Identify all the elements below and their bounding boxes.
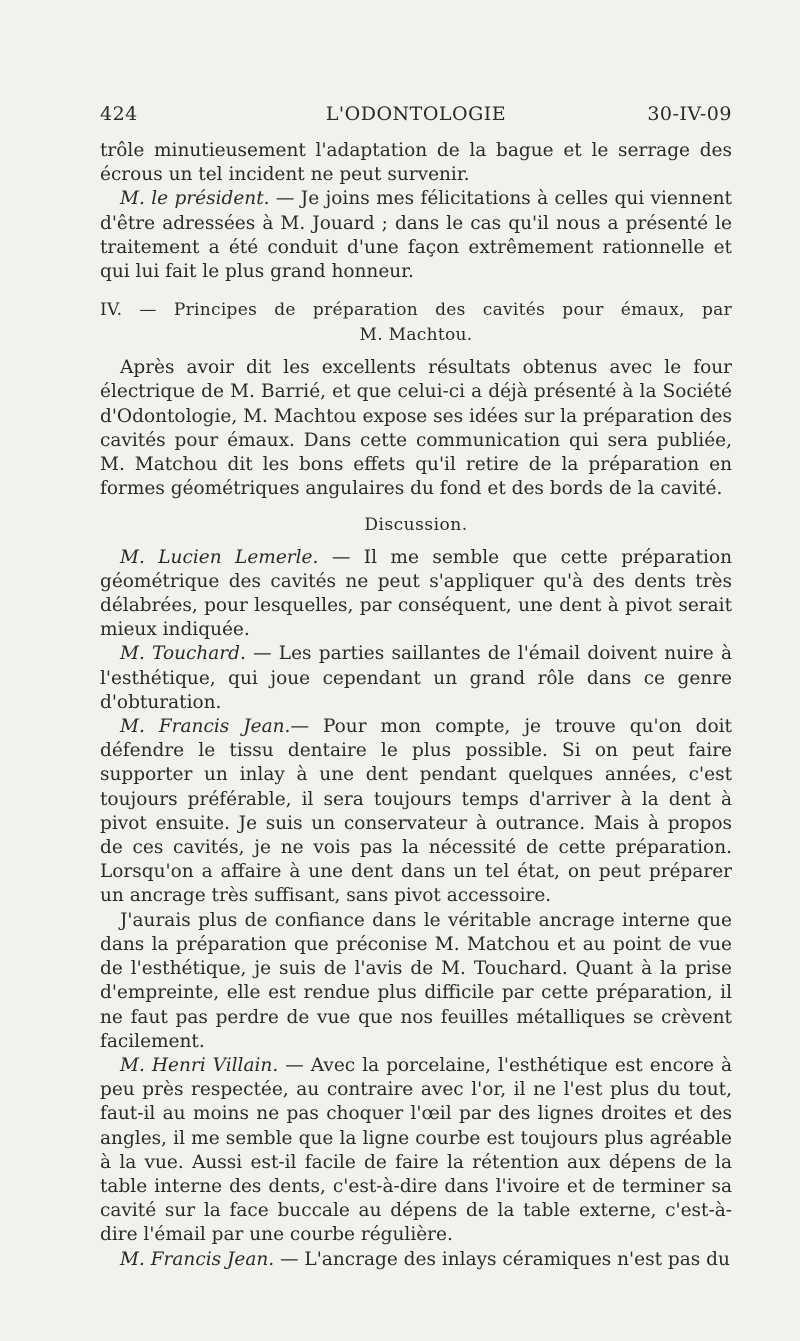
paragraph: M. Touchard. — Les parties saillantes de l'émail doivent nuire à l'esthétique, qui joue cependant un grand rôle dans ce genre d'obturation. xyxy=(100,643,732,713)
speaker-name: M. Francis Jean. xyxy=(120,716,291,738)
page-number: 424 xyxy=(100,103,138,125)
speaker-name: M. Francis Jean. xyxy=(120,1248,275,1270)
paragraph: M. Francis Jean. — L'ancrage des inlays céramiques n'est pas du xyxy=(120,1248,730,1270)
paragraph: M. Lucien Lemerle. — Il me semble que cette préparation géométrique des cavités ne peut s'appliquer qu'à des dents très délabrées, pour lesquelles, par conséquent, une dent à pivot serait mieux indiquée. xyxy=(100,546,732,641)
paragraph: Après avoir dit les excellents résultats obtenus avec le four électrique de M. Barrié, et que celui-ci a déjà présenté à la Société d'Odontologie, M. Machtou expose ses idées sur la préparation des cavités pour émaux. Dans cette communication qui sera publiée, M. Matchou dit les bons effets qu'il retire de la préparation en formes géométriques angulaires du fond et des bords de la cavité. xyxy=(100,357,732,500)
speaker-name: M. Henri Villain. xyxy=(120,1054,279,1076)
page-body xyxy=(100,139,732,1272)
journal-title: L'ODONTOLOGIE xyxy=(325,103,507,125)
paragraph: M. le président. — Je joins mes félicitations à celles qui viennent d'être adressées à M. Jouard ; dans le cas qu'il nous a présenté le traitement a été conduit d'une façon extrêmement rationnelle et qui lui fait le plus grand honneur. xyxy=(100,188,732,283)
section-heading xyxy=(100,298,732,348)
issue-date: 30-IV-09 xyxy=(647,103,732,125)
paragraph: M. Henri Villain. — Avec la porcelaine, l'esthétique est encore à peu près respectée, au contraire avec l'or, il ne l'est plus du tout, faut-il au moins ne pas choquer l'œil par des lignes droites et des angles, il me semble que la ligne courbe est toujours plus agréable à la vue. Aussi est-il facile de faire la rétention aux dépens de la table interne des dents, c'est-à-dire dans l'ivoire et de terminer sa cavité sur la face buccale au dépens de la table externe, c'est-à-dire l'émail par une courbe régulière. xyxy=(100,1054,732,1246)
speaker-name: M. Lucien Lemerle. xyxy=(120,546,319,568)
paragraph: M. Francis Jean.— Pour mon compte, je trouve qu'on doit défendre le tissu dentaire le plus possible. Si on peut faire supporter un inlay à une dent pendant quelques années, c'est toujours préférable, il sera toujours temps d'arriver à la dent à pivot ensuite. Je suis un conservateur à outrance. Mais à propos de ces cavités, je ne vois pas la nécessité de cette préparation. Lorsqu'on a affaire à une dent dans un tel état, on peut préparer un ancrage très suffisant, sans pivot accessoire. xyxy=(100,716,732,907)
section-heading-line-2: M. Machtou. xyxy=(359,325,473,346)
speaker-name: M. le président. xyxy=(120,188,270,210)
discussion-heading: Discussion. xyxy=(364,515,468,536)
speaker-name: M. Touchard. xyxy=(120,643,246,665)
section-heading-line-1: IV. — Principes de préparation des cavités pour émaux, par xyxy=(100,300,732,321)
paragraph: J'aurais plus de confiance dans le véritable ancrage interne que dans la préparation que préconise M. Matchou et au point de vue de l'esthétique, je suis de l'avis de M. Touchard. Quant à la prise d'empreinte, elle est rendue plus difficile par cette préparation, il ne faut pas perdre de vue que nos feuilles métalliques se crèvent facilement. xyxy=(100,909,732,1052)
paragraph: trôle minutieusement l'adaptation de la bague et le serrage des écrous un tel incident ne peut survenir. xyxy=(100,140,732,186)
